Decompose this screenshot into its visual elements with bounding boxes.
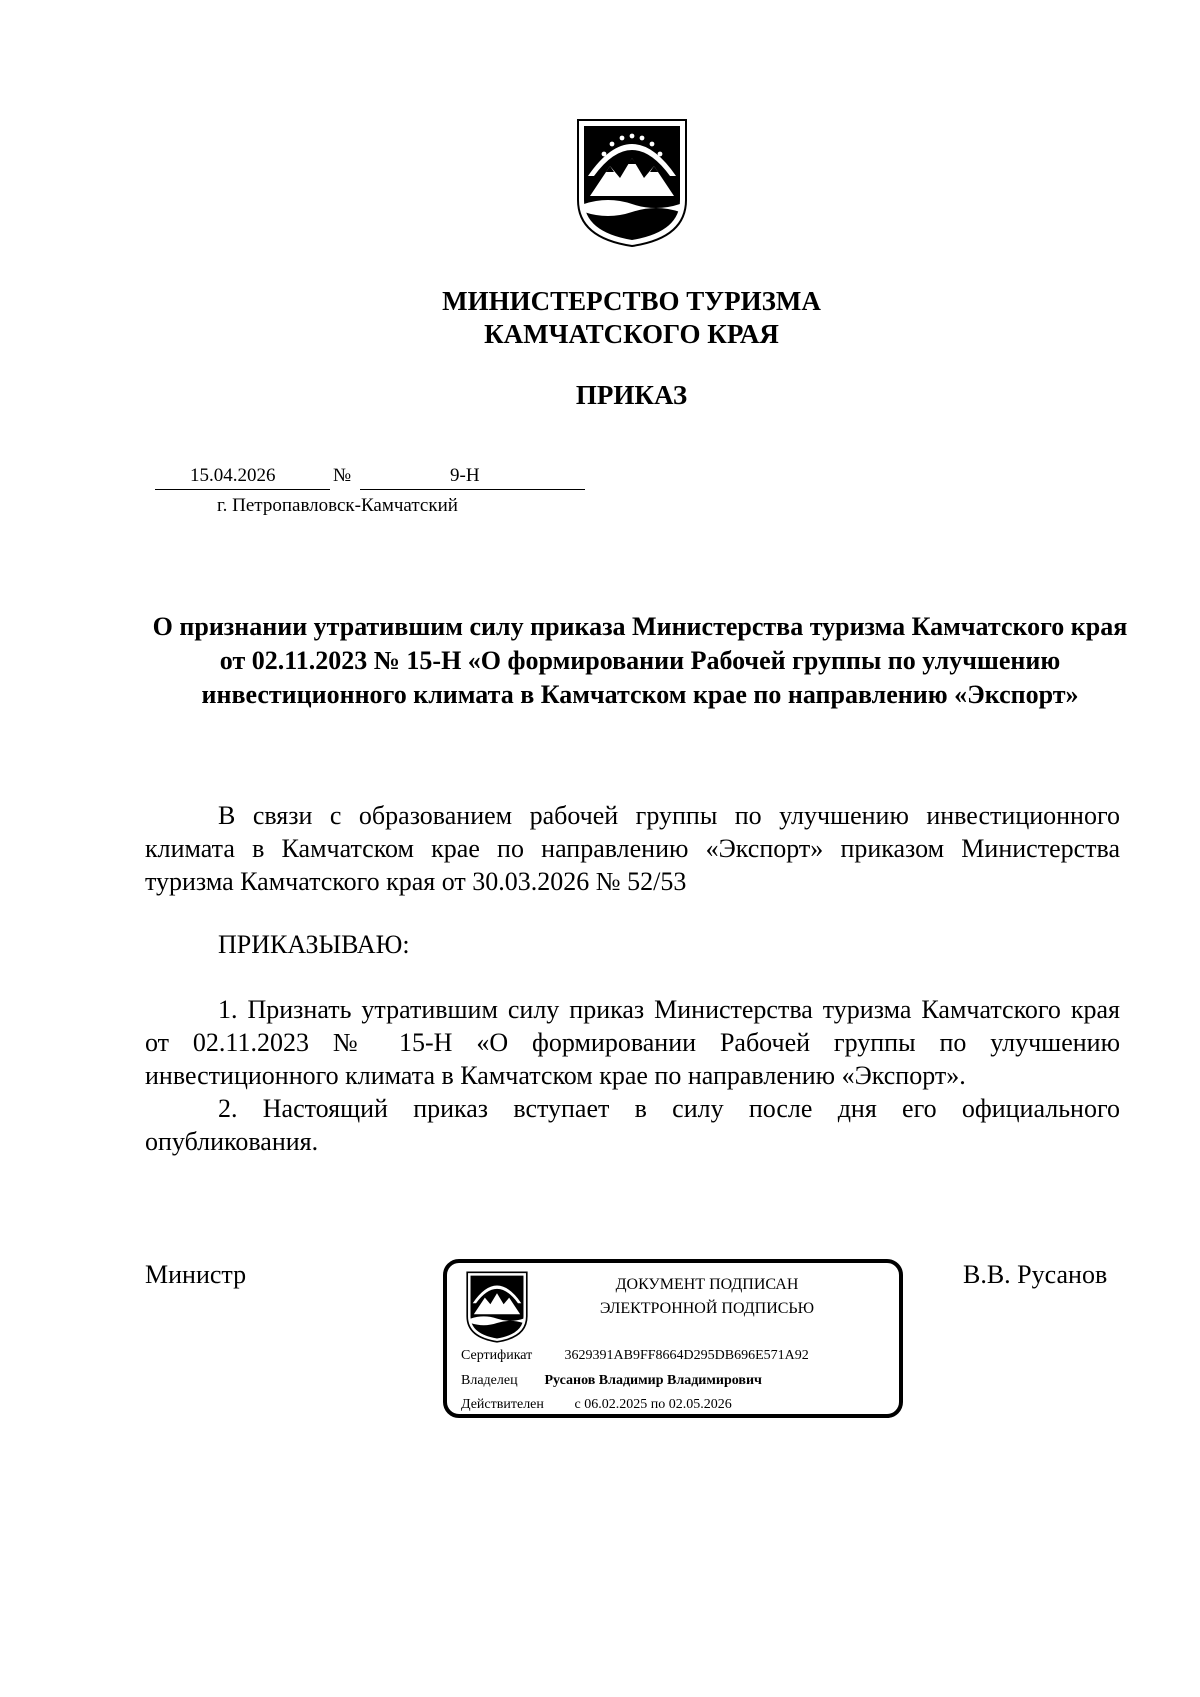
stamp-cert-value: 3629391AB9FF8664D295DB696E571A92 [564, 1348, 809, 1363]
stamp-valid-row [461, 1397, 732, 1413]
stamp-heading [547, 1273, 867, 1321]
preamble-text: В связи с образованием рабочей группы по улучшению инвестиционного климата в Камчатском крае по направлению «Экспорт» приказом Министерства туризма Камчатского края от 30.03.2026 № 52/53 [145, 801, 1120, 896]
stamp-valid-value: с 06.02.2025 по 02.05.2026 [574, 1397, 732, 1412]
stamp-emblem-icon [465, 1269, 529, 1344]
ministry-line-1: МИНИСТЕРСТВО ТУРИЗМА [442, 286, 821, 316]
stamp-owner-label: Владелец [461, 1373, 518, 1388]
city: г. Петропавловск-Камчатский [217, 495, 458, 516]
date-underline [155, 489, 330, 490]
electronic-signature-stamp [443, 1259, 903, 1418]
number-sign: № [333, 465, 352, 486]
preamble [145, 799, 1120, 898]
signatory-role: Министр [145, 1260, 247, 1289]
date-number-line [155, 465, 585, 491]
ministry-line-2: КАМЧАТСКОГО КРАЯ [484, 319, 779, 349]
number-underline [360, 489, 585, 490]
stamp-line-1: ДОКУМЕНТ ПОДПИСАН [615, 1276, 799, 1293]
order-items [145, 993, 1120, 1158]
stamp-cert-label: Сертификат [461, 1348, 533, 1363]
stamp-cert-row [461, 1348, 809, 1364]
signatory-name: В.В. Русанов [963, 1260, 1108, 1289]
order-item-2: 2. Настоящий приказ вступает в силу после дня его официального опубликования. [145, 1094, 1120, 1156]
order-word-block [145, 928, 1120, 961]
ministry-name [0, 285, 1200, 351]
stamp-line-2: ЭЛЕКТРОННОЙ ПОДПИСЬЮ [599, 1300, 815, 1317]
document-type: ПРИКАЗ [575, 380, 688, 410]
order-word: ПРИКАЗЫВАЮ: [218, 930, 410, 959]
order-item-1: 1. Признать утратившим силу приказ Министерства туризма Камчатского края от 02.11.2023 № 15-Н «О формировании Рабочей группы по улучшению инвестиционного климата в Камчатском крае по направлению «Экспорт». [145, 995, 1120, 1090]
stamp-valid-label: Действителен [461, 1397, 544, 1412]
order-date: 15.04.2026 [190, 465, 276, 486]
stamp-owner-value: Русанов Владимир Владимирович [544, 1373, 762, 1388]
order-subject: О признании утратившим силу приказа Министерства туризма Камчатского края от 02.11.2023 № 15-Н «О формировании Рабочей группы по улучшению инвестиционного климата в Камчатском крае по направлению «Экспорт» [152, 612, 1128, 709]
stamp-owner-row [461, 1373, 762, 1389]
order-number: 9-Н [450, 465, 480, 486]
kamchatka-emblem-icon [574, 116, 690, 248]
